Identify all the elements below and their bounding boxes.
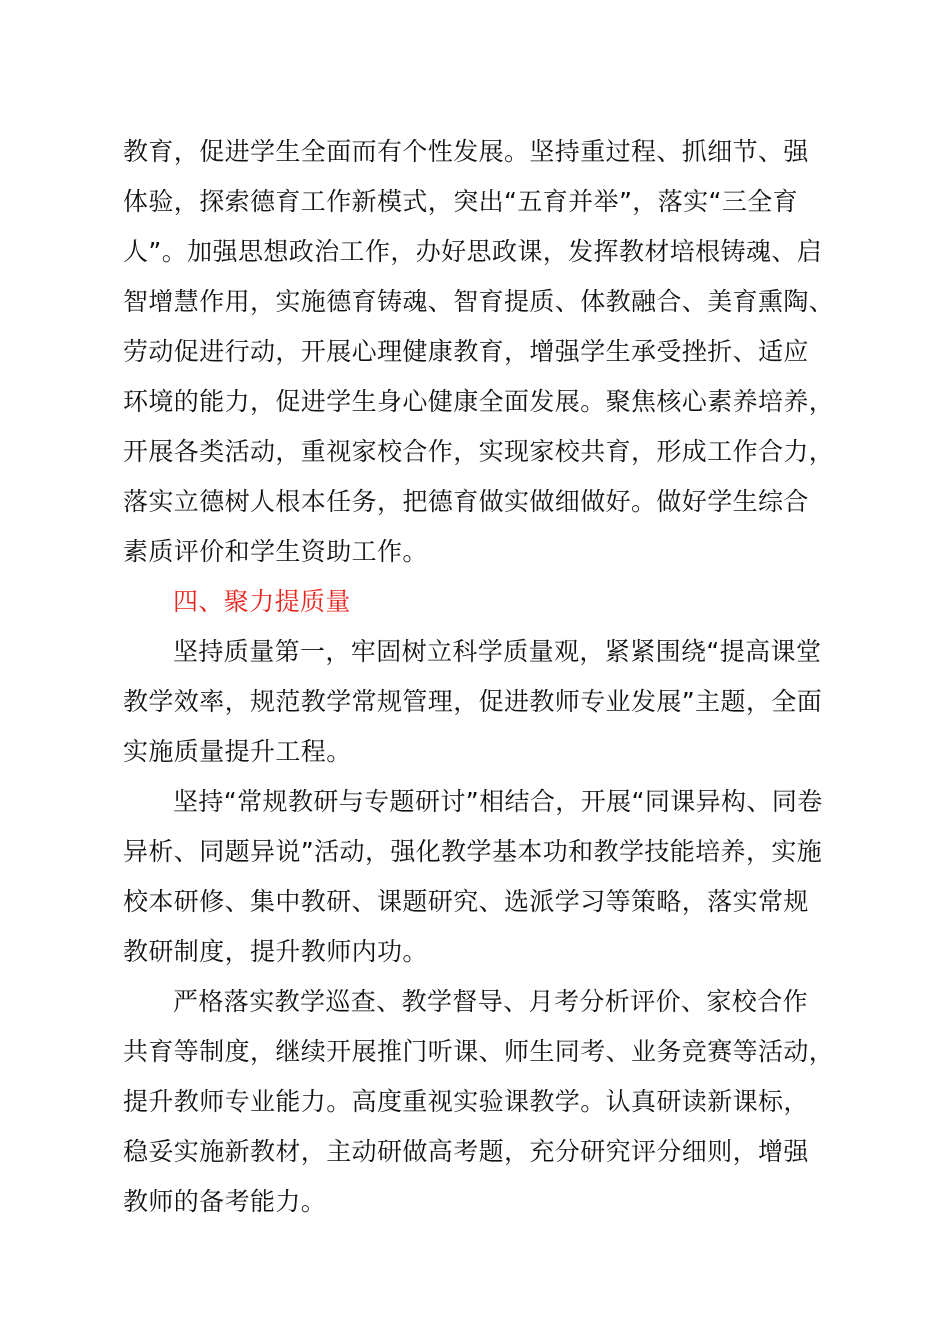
- paragraph-line: 人”。加强思想政治工作，办好思政课，发挥教材培根铸魂、启: [123, 237, 823, 266]
- paragraph-line: 实施质量提升工程。: [123, 737, 352, 766]
- paragraph-line: 教育，促进学生全面而有个性发展。坚持重过程、抓细节、强: [123, 137, 809, 166]
- section-heading: 四、聚力提质量: [173, 587, 351, 616]
- paragraph-line: 体验，探索德育工作新模式，突出“五育并举”，落实“三全育: [123, 187, 799, 216]
- paragraph-line: 教师的备考能力。: [123, 1187, 327, 1216]
- paragraph-line: 共育等制度，继续开展推门听课、师生同考、业务竞赛等活动，: [123, 1037, 835, 1066]
- paragraph-line: 严格落实教学巡查、教学督导、月考分析评价、家校合作: [173, 987, 809, 1016]
- paragraph-line: 素质评价和学生资助工作。: [123, 537, 428, 566]
- paragraph-line: 教学效率，规范教学常规管理，促进教师专业发展”主题，全面: [123, 687, 823, 716]
- paragraph-line: 稳妥实施新教材，主动研做高考题，充分研究评分细则，增强: [123, 1137, 809, 1166]
- paragraph-line: 教研制度，提升教师内功。: [123, 937, 428, 966]
- paragraph-line: 坚持质量第一，牢固树立科学质量观，紧紧围绕“提高课堂: [173, 637, 822, 666]
- paragraph-line: 环境的能力，促进学生身心健康全面发展。聚焦核心素养培养，: [123, 387, 835, 416]
- paragraph-line: 智增慧作用，实施德育铸魂、智育提质、体教融合、美育熏陶、: [123, 287, 835, 316]
- paragraph-line: 提升教师专业能力。高度重视实验课教学。认真研读新课标，: [123, 1087, 809, 1116]
- paragraph-line: 落实立德树人根本任务，把德育做实做细做好。做好学生综合: [123, 487, 809, 516]
- paragraph-line: 异析、同题异说”活动，强化教学基本功和教学技能培养，实施: [123, 837, 823, 866]
- paragraph-line: 开展各类活动，重视家校合作，实现家校共育，形成工作合力，: [123, 437, 835, 466]
- paragraph-line: 校本研修、集中教研、课题研究、选派学习等策略，落实常规: [123, 887, 809, 916]
- paragraph-line: 劳动促进行动，开展心理健康教育，增强学生承受挫折、适应: [123, 337, 809, 366]
- paragraph-line: 坚持“常规教研与专题研讨”相结合，开展“同课异构、同卷: [173, 787, 823, 816]
- document-body: [123, 127, 863, 1227]
